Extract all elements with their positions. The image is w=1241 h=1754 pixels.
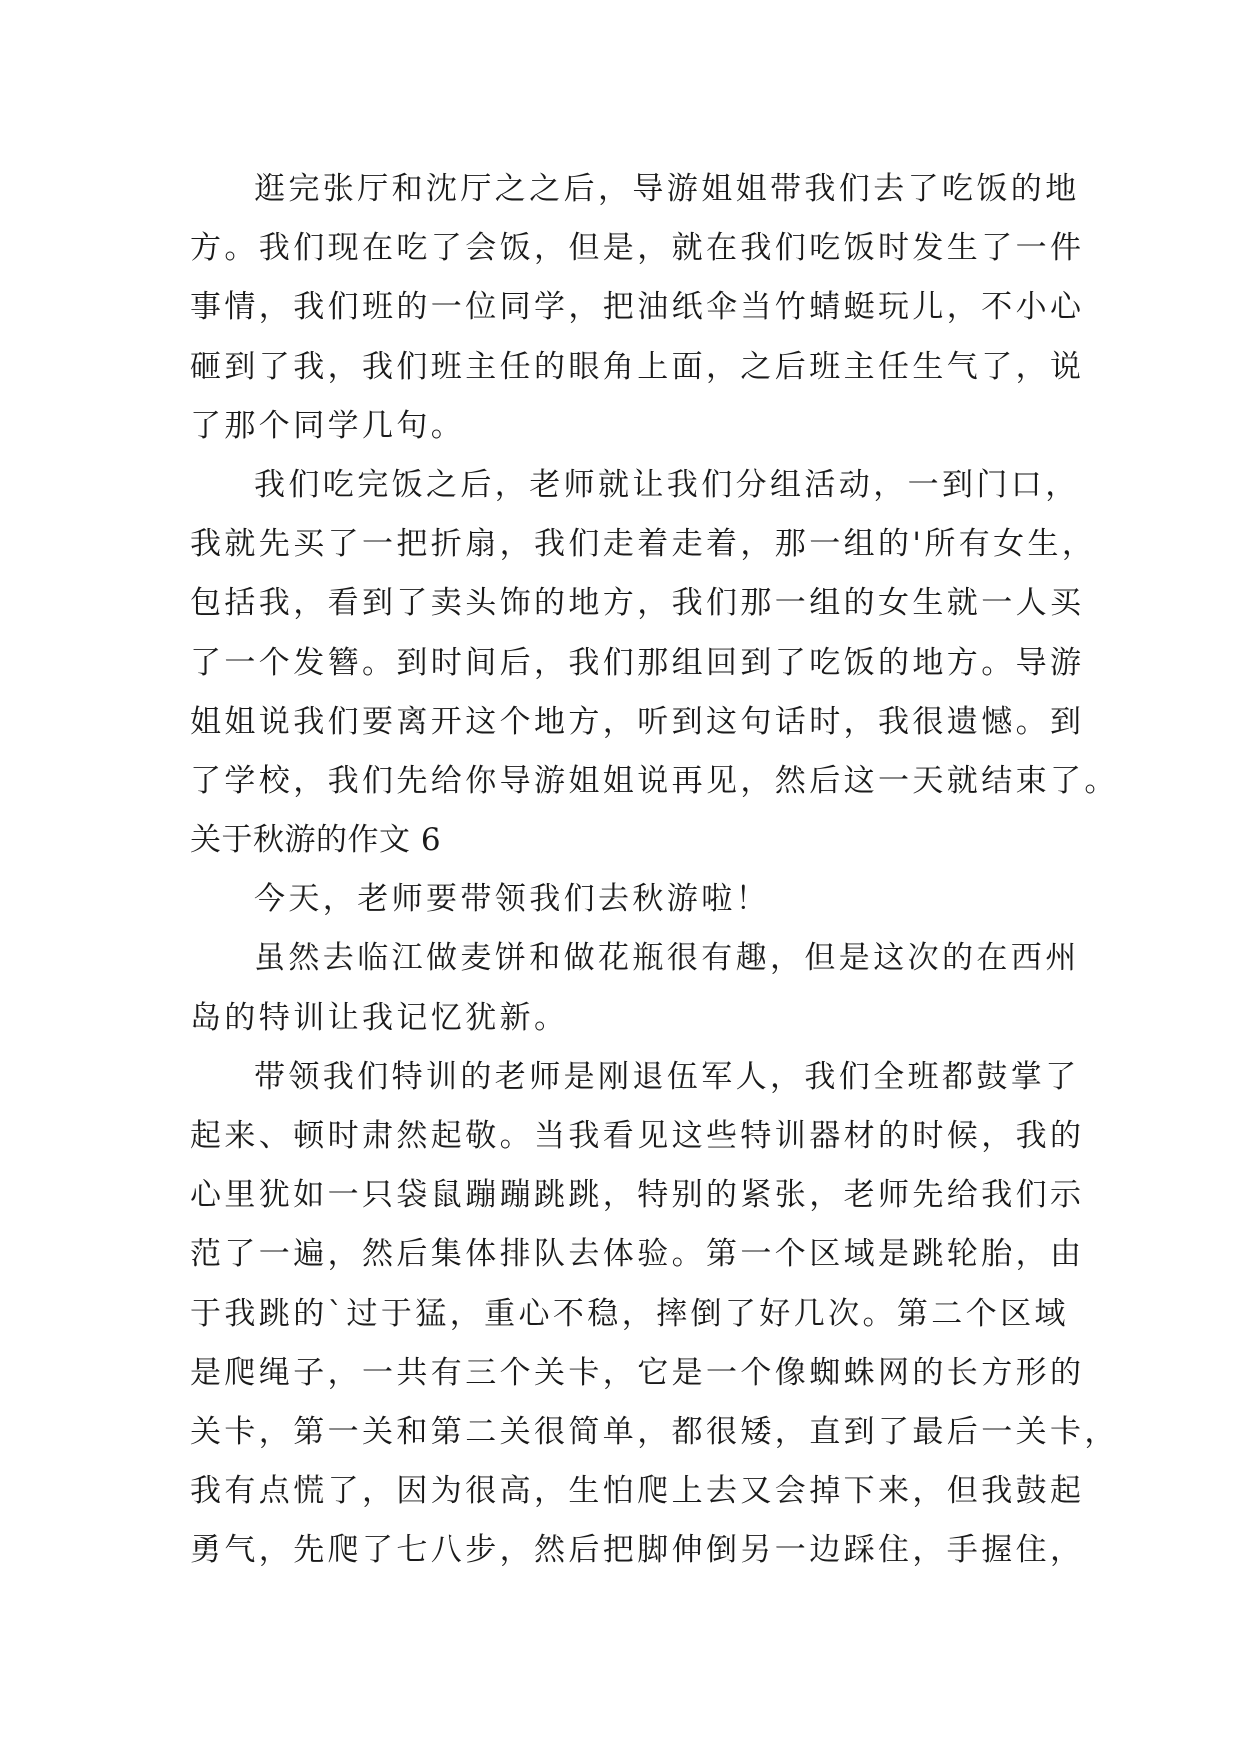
paragraph-line: 勇气，先爬了七八步，然后把脚伸倒另一边踩住，手握住， [190,1532,1085,1569]
paragraph-line: 了一个发簪。到时间后，我们那组回到了吃饭的地方。导游 [190,644,1085,681]
paragraph-line: 范了一遍，然后集体排队去体验。第一个区域是跳轮胎，由 [190,1236,1085,1273]
paragraph-line: 岛的特训让我记忆犹新。 [190,999,569,1036]
paragraph-line: 逛完张厅和沈厅之之后，导游姐姐带我们去了吃饭的地 [254,171,1080,207]
paragraph-line: 虽然去临江做麦饼和做花瓶很有趣，但是这次的在西州 [254,940,1080,977]
section-heading: 关于秋游的作文 6 [190,822,442,859]
paragraph-line: 我就先买了一把折扇，我们走着走着，那一组的'所有女生， [190,526,1097,563]
paragraph-line: 砸到了我，我们班主任的眼角上面，之后班主任生气了，说 [190,348,1085,385]
paragraph-line: 关卡，第一关和第二关很简单，都很矮，直到了最后一关卡， [190,1413,1119,1450]
paragraph-line: 了学校，我们先给你导游姐姐说再见，然后这一天就结束了。 [190,762,1119,799]
paragraph-line: 心里犹如一只袋鼠蹦蹦跳跳，特别的紧张，老师先给我们示 [190,1177,1085,1214]
paragraph-line: 包括我，看到了卖头饰的地方，我们那一组的女生就一人买 [190,585,1085,622]
paragraph-line: 我们吃完饭之后，老师就让我们分组活动，一到门口， [254,466,1080,503]
paragraph-line: 姐姐说我们要离开这个地方，听到这句话时，我很遗憾。到 [190,703,1085,740]
paragraph-line: 今天，老师要带领我们去秋游啦！ [254,881,770,918]
paragraph-line: 方。我们现在吃了会饭，但是，就在我们吃饭时发生了一件 [190,230,1085,267]
paragraph-line: 于我跳的`过于猛，重心不稳，摔倒了好几次。第二个区域 [190,1295,1069,1332]
paragraph-line: 带领我们特训的老师是刚退伍军人，我们全班都鼓掌了 [254,1058,1080,1095]
paragraph-line: 是爬绳子，一共有三个关卡，它是一个像蜘蛛网的长方形的 [190,1354,1085,1391]
paragraph-line: 事情，我们班的一位同学，把油纸伞当竹蜻蜓玩儿，不小心 [190,289,1085,326]
paragraph-line: 起来、顿时肃然起敬。当我看见这些特训器材的时候，我的 [190,1118,1085,1154]
paragraph-line: 我有点慌了，因为很高，生怕爬上去又会掉下来，但我鼓起 [190,1473,1085,1510]
document-page [190,160,1119,1581]
paragraph-line: 了那个同学几句。 [190,407,466,444]
